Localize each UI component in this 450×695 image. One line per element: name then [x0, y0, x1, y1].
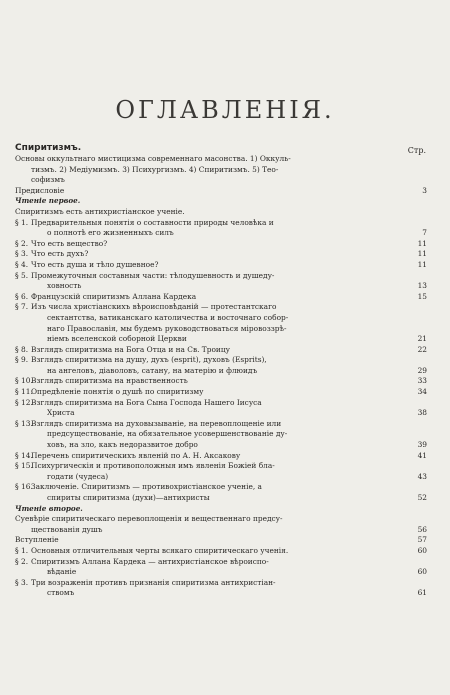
page-number: 52 — [417, 493, 427, 502]
entry-text: Взглядъ спиритизма на душу, духъ (esprit), духовъ (Esprits), — [31, 355, 267, 365]
entry-text: софизмъ — [31, 175, 65, 185]
page-number: 21 — [417, 334, 427, 344]
page-column-label: Стр. — [407, 146, 426, 155]
entry-text: Чтеніе первое. — [15, 196, 81, 206]
page-number: 22 — [417, 344, 427, 354]
page-number: 43 — [417, 471, 427, 481]
section-number: § 10. — [15, 376, 33, 386]
entry-text: Изъ числа христіанскихъ вѣроисповѣданій — протестантскаго — [31, 302, 277, 312]
entry-text: предсуществованіе, на обязательное усовершенствованіе ду- — [47, 429, 288, 439]
section-number: § 11. — [15, 387, 33, 397]
entry-text: ховъ, на зло, какъ недоразвитое добро — [47, 440, 198, 450]
toc-entry — [15, 376, 427, 387]
page-number: 15 — [417, 291, 427, 301]
entry-text: ществованія душъ — [31, 524, 103, 534]
page-number: 11 — [417, 238, 427, 248]
entry-text: Основныя отличительныя черты всякаго спиритическаго ученія. — [31, 545, 289, 555]
entry-text: Взглядъ спиритизма на духовызываніе, на перевоплощеніе или — [31, 418, 282, 428]
toc-entry — [15, 482, 427, 493]
section-number: § 1. — [15, 545, 29, 555]
page-number: 38 — [417, 408, 427, 418]
section-number: § 1. — [15, 217, 29, 227]
toc-entry — [15, 398, 427, 409]
toc-entry — [15, 546, 427, 557]
entry-text: Предварительныя понятія о составности природы человѣка и — [31, 217, 274, 227]
section-number: § 13. — [15, 418, 33, 428]
page-number: 57 — [417, 535, 427, 545]
entry-text: Спиритизмъ Аллана Кардека — антихристіанское вѣроиспо- — [31, 556, 269, 566]
entry-text: Взглядъ спиритизма на Бога Отца и на Св. Троицу — [31, 344, 230, 354]
toc-entry — [15, 228, 427, 239]
page-number: 60 — [417, 567, 427, 577]
entry-text: Перечень спиритическихъ явленій по А. Н. Аксакову — [31, 450, 241, 460]
entry-text: Суевѣріе спиритическаго перевоплощенія и вещественнаго предсу- — [15, 514, 283, 524]
entry-text: спириты спиритизма (духи)—антихристы — [47, 493, 210, 502]
toc-entry — [15, 249, 427, 260]
toc-entry — [15, 313, 427, 324]
toc-entry — [15, 239, 427, 250]
page-number: 3 — [422, 185, 427, 195]
page-number: 34 — [417, 387, 427, 397]
toc-entry — [15, 429, 427, 440]
page-number: 13 — [417, 281, 427, 291]
entry-text: Что есть душа и тѣло душевное? — [31, 259, 159, 269]
toc-entry — [15, 525, 427, 536]
entry-text: Взглядъ спиритизма на Бога Сына Господа Нашего Іисуса — [31, 397, 262, 407]
page-number: 33 — [417, 376, 427, 386]
toc-entry — [15, 514, 427, 525]
toc-entry — [15, 165, 427, 176]
toc-entry — [15, 218, 427, 229]
toc-entry — [15, 366, 427, 377]
entry-text: Основы оккультнаго мистицизма современнаго масонства. 1) Оккуль- — [15, 154, 291, 163]
toc-entry — [15, 535, 427, 546]
section-number: § 4. — [15, 259, 29, 269]
toc-entry — [15, 493, 427, 504]
page-number: 60 — [417, 545, 427, 555]
page-number: 39 — [417, 440, 427, 450]
section-number: § 3. — [15, 577, 29, 587]
entry-text: Опредѣленіе понятія о душѣ по спиритизму — [31, 387, 204, 397]
toc-entry — [15, 440, 427, 451]
section-number: § 3. — [15, 249, 29, 259]
toc-entry — [15, 260, 427, 271]
entry-text: Французскій спиритизмъ Аллана Кардека — [31, 291, 197, 301]
section-number: § 2. — [15, 556, 29, 566]
entry-text: годати (чудеса) — [47, 471, 109, 481]
entry-text: на ангеловъ, діаволовъ, сатану, на матерію и флюидъ — [47, 365, 258, 375]
page-title: ОГЛАВЛЕНІЯ. — [115, 96, 335, 124]
section-number: § 12. — [15, 397, 33, 407]
entry-text: Психургическія и противоположныя имъ явленія Божіей бла- — [31, 461, 275, 471]
toc-entry — [15, 504, 427, 515]
toc-entry — [15, 451, 427, 462]
section-number: § 16. — [15, 482, 33, 492]
entry-text: о полнотѣ его жизненныхъ силъ — [47, 228, 174, 238]
toc-entry — [15, 355, 427, 366]
toc-entry — [15, 207, 427, 218]
page-number: 11 — [417, 259, 427, 269]
toc-entry — [15, 334, 427, 345]
entry-text: Что есть духъ? — [31, 249, 89, 259]
entry-text: Спиритизмъ есть антихристіанское ученіе. — [15, 206, 185, 216]
toc-entry — [15, 196, 427, 207]
entry-text: Предисловіе — [15, 185, 65, 195]
toc-entry — [15, 578, 427, 589]
entry-text: вѣданіе — [47, 567, 77, 577]
toc-entry — [15, 588, 427, 599]
entry-text: Промежуточныя составныя части: тѣлодушевность и душеду- — [31, 270, 275, 280]
section-number: § 8. — [15, 344, 29, 354]
toc-entry — [15, 292, 427, 303]
toc-entry — [15, 271, 427, 282]
entry-text: Вступленіе — [15, 535, 59, 545]
section-number: § 9. — [15, 355, 29, 365]
toc-entry — [15, 472, 427, 483]
entry-text: Что есть вещество? — [31, 238, 108, 248]
section-number: § 5. — [15, 270, 29, 280]
section-number: § 7. — [15, 302, 29, 312]
entry-text: тизмъ. 2) Медіумизмъ. 3) Психургизмъ. 4) Спиритизмъ. 5) Тео- — [31, 164, 279, 174]
entry-text: Три возраженія противъ признанія спиритизма антихристіан- — [31, 577, 276, 587]
toc-entry — [15, 154, 427, 165]
toc-entry — [15, 557, 427, 568]
toc-entry — [15, 324, 427, 335]
page-number: 11 — [417, 249, 427, 259]
toc-entry — [15, 408, 427, 419]
entry-text: ствомъ — [47, 588, 75, 598]
toc-entry — [15, 419, 427, 430]
page-number: 56 — [417, 524, 427, 534]
page-number: 61 — [417, 588, 427, 598]
section-number: § 6. — [15, 291, 29, 301]
toc-entry — [15, 461, 427, 472]
toc-entry — [15, 186, 427, 197]
section-number: § 2. — [15, 238, 29, 248]
toc-entry — [15, 175, 427, 186]
toc-entry — [15, 345, 427, 356]
entry-text: ховность — [47, 281, 82, 291]
entry-text: наго Православія, мы будемъ руководствоваться міровоззрѣ- — [47, 323, 287, 333]
entry-text: Взглядъ спиритизма на нравственность — [31, 376, 188, 386]
entry-text: Заключеніе. Спиритизмъ — противохристіанское ученіе, а — [31, 482, 262, 492]
page-number: 29 — [417, 365, 427, 375]
section-number: § 14. — [15, 450, 33, 460]
toc-entry — [15, 281, 427, 292]
table-of-contents — [15, 154, 427, 599]
entry-text: Чтеніе второе. — [15, 503, 83, 513]
entry-text: Христа — [47, 408, 75, 418]
toc-entry — [15, 567, 427, 578]
toc-entry — [15, 302, 427, 313]
page-number: 7 — [422, 228, 427, 238]
entry-text: ніемъ вселенской соборной Церкви — [47, 334, 187, 344]
page-number: 41 — [417, 450, 427, 460]
entry-text: сектантства, ватиканскаго католичества и восточнаго собор- — [47, 312, 289, 322]
section-header: Спиритизмъ. — [15, 143, 82, 153]
section-number: § 15. — [15, 461, 33, 471]
toc-entry — [15, 387, 427, 398]
